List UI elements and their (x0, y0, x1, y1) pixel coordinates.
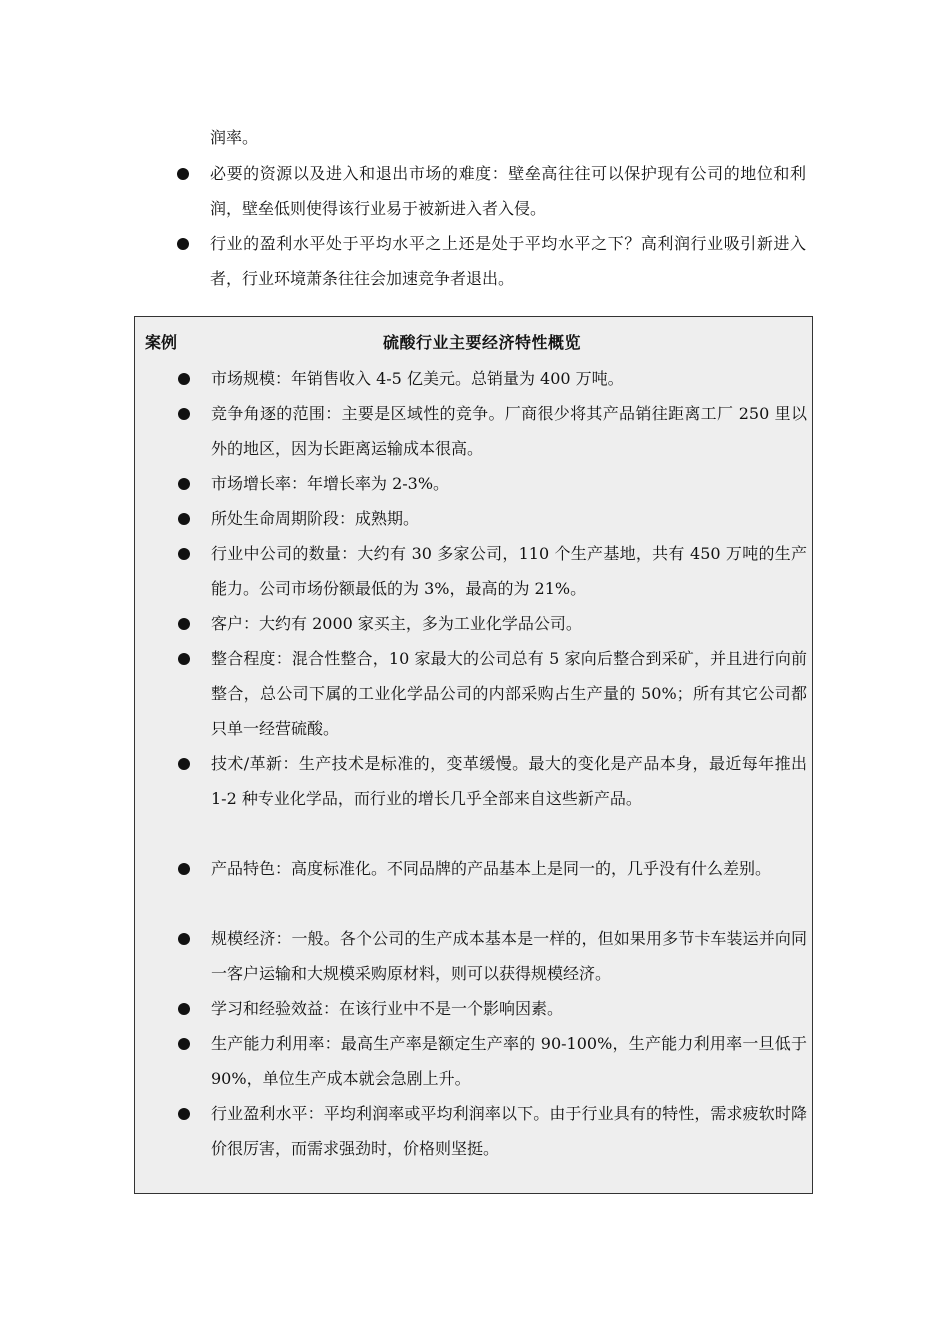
list-item-text: 行业的盈利水平处于平均水平之上还是处于平均水平之下？高利润行业吸引新进入者，行业环境萧条往往会加速竞争者退出。 (210, 234, 806, 288)
bullet-icon (178, 618, 190, 630)
bullet-icon (177, 168, 189, 180)
case-title: 硫酸行业主要经济特性概览 (383, 333, 582, 352)
bullet-icon (178, 863, 190, 875)
case-item-text: 产品特色：高度标准化。不同品牌的产品基本上是同一的，几乎没有什么差别。 (211, 859, 772, 878)
bullet-icon (177, 238, 189, 250)
continuation-text: 润率。 (210, 128, 259, 147)
bullet-icon (178, 933, 190, 945)
case-item-text: 整合程度：混合性整合，10 家最大的公司总有 5 家向后整合到采矿，并且进行向前整合，总公司下属的工业化学品公司的内部采购占生产量的 50%；所有其它公司都只单一经营硫酸。 (211, 649, 807, 738)
case-item-text: 行业中公司的数量：大约有 30 多家公司，110 个生产基地，共有 450 万吨的生产能力。公司市场份额最低的为 3%，最高的为 21%。 (211, 544, 807, 598)
case-item-text: 市场增长率：年增长率为 2-3%。 (211, 474, 450, 493)
bullet-icon (178, 758, 190, 770)
case-item-text: 技术/革新：生产技术是标准的，变革缓慢。最大的变化是产品本身，最近每年推出 1-2 种专业化学品，而行业的增长几乎全部来自这些新产品。 (211, 754, 807, 808)
bullet-icon (178, 373, 190, 385)
case-item-text: 行业盈利水平：平均利润率或平均利润率以下。由于行业具有的特性，需求疲软时降价很厉害，而需求强劲时，价格则坚挺。 (211, 1104, 807, 1158)
case-item-text: 市场规模：年销售收入 4-5 亿美元。总销量为 400 万吨。 (211, 369, 624, 388)
case-item-text: 客户：大约有 2000 家买主，多为工业化学品公司。 (211, 614, 582, 633)
case-box (134, 316, 813, 1194)
case-item-text: 竞争角逐的范围：主要是区域性的竞争。厂商很少将其产品销往距离工厂 250 里以外的地区，因为长距离运输成本很高。 (211, 404, 807, 458)
bullet-icon (178, 1038, 190, 1050)
bullet-icon (178, 1108, 190, 1120)
bullet-icon (178, 408, 190, 420)
case-item-text: 所处生命周期阶段：成熟期。 (211, 509, 420, 528)
case-label: 案例 (145, 333, 178, 352)
list-item-text: 必要的资源以及进入和退出市场的难度：壁垒高往往可以保护现有公司的地位和利润，壁垒低则使得该行业易于被新进入者入侵。 (210, 164, 806, 218)
case-item-text: 生产能力利用率：最高生产率是额定生产率的 90-100%，生产能力利用率一旦低于 90%，单位生产成本就会急剧上升。 (211, 1034, 807, 1088)
bullet-icon (178, 478, 190, 490)
bullet-icon (178, 653, 190, 665)
bullet-icon (178, 548, 190, 560)
case-item-text: 规模经济：一般。各个公司的生产成本基本是一样的，但如果用多节卡车装运并向同一客户运输和大规模采购原材料，则可以获得规模经济。 (211, 929, 807, 983)
case-item-text: 学习和经验效益：在该行业中不是一个影响因素。 (211, 999, 564, 1018)
bullet-icon (178, 1003, 190, 1015)
bullet-icon (178, 513, 190, 525)
